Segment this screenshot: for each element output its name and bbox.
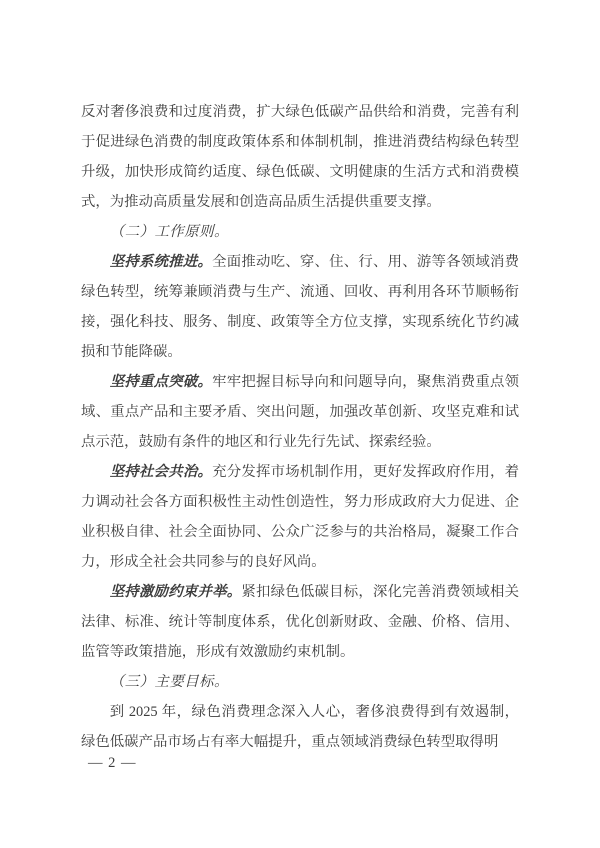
heading-work-principles bbox=[81, 217, 519, 247]
heading-text: （二）工作原则。 bbox=[109, 224, 229, 240]
paragraph-incentive-constraint bbox=[81, 577, 519, 667]
paragraph-2025-goals bbox=[81, 697, 519, 757]
heading-main-goals bbox=[81, 667, 519, 697]
paragraph-text: 紧扣绿色低碳目标，深化完善消费领域相关法律、标准、统计等制度体系，优化创新财政、金融、价格、信用、监管等政策措施，形成有效激励约束机制。 bbox=[81, 584, 519, 660]
paragraph-text: 到 2025 年，绿色消费理念深入人心，奢侈浪费得到有效遏制，绿色低碳产品市场占有率大幅提升，重点领域消费绿色转型取得明 bbox=[81, 704, 519, 750]
paragraph-lead: 坚持激励约束并举。 bbox=[109, 584, 242, 600]
paragraph-text: 全面推动吃、穿、住、行、用、游等各领域消费绿色转型，统筹兼顾消费与生产、流通、回收、再利用各环节顺畅衔接，强化科技、服务、制度、政策等全方位支撑，实现系统化节约减损和节能降碳。 bbox=[81, 254, 519, 360]
paragraph-lead: 坚持社会共治。 bbox=[109, 464, 213, 480]
document-text-block bbox=[81, 97, 519, 757]
paragraph-text: 充分发挥市场机制作用，更好发挥政府作用，着力调动社会各方面积极性主动性创造性，努力形成政府大力促进、企业积极自律、社会全面协同、公众广泛参与的共治格局，凝聚工作合力，形成全社会共同参与的良好风尚。 bbox=[81, 464, 519, 570]
paragraph-social-co-governance bbox=[81, 457, 519, 577]
heading-text: （三）主要目标。 bbox=[109, 674, 229, 690]
page-number: — 2 — bbox=[88, 755, 137, 771]
paragraph-lead: 坚持系统推进。 bbox=[109, 254, 213, 270]
paragraph-key-breakthrough bbox=[81, 367, 519, 457]
paragraph-text: 反对奢侈浪费和过度消费，扩大绿色低碳产品供给和消费，完善有利于促进绿色消费的制度政策体系和体制机制，推进消费结构绿色转型升级，加快形成简约适度、绿色低碳、文明健康的生活方式和消费模式，为推动高质量发展和创造高品质生活提供重要支撑。 bbox=[81, 104, 519, 210]
paragraph-text: 牢牢把握目标导向和问题导向，聚焦消费重点领域、重点产品和主要矛盾、突出问题，加强改革创新、攻坚克难和试点示范，鼓励有条件的地区和行业先行先试、探索经验。 bbox=[81, 374, 519, 450]
paragraph-lead: 坚持重点突破。 bbox=[109, 374, 213, 390]
paragraph-systematic-advance bbox=[81, 247, 519, 367]
paragraph-continuation bbox=[81, 97, 519, 217]
